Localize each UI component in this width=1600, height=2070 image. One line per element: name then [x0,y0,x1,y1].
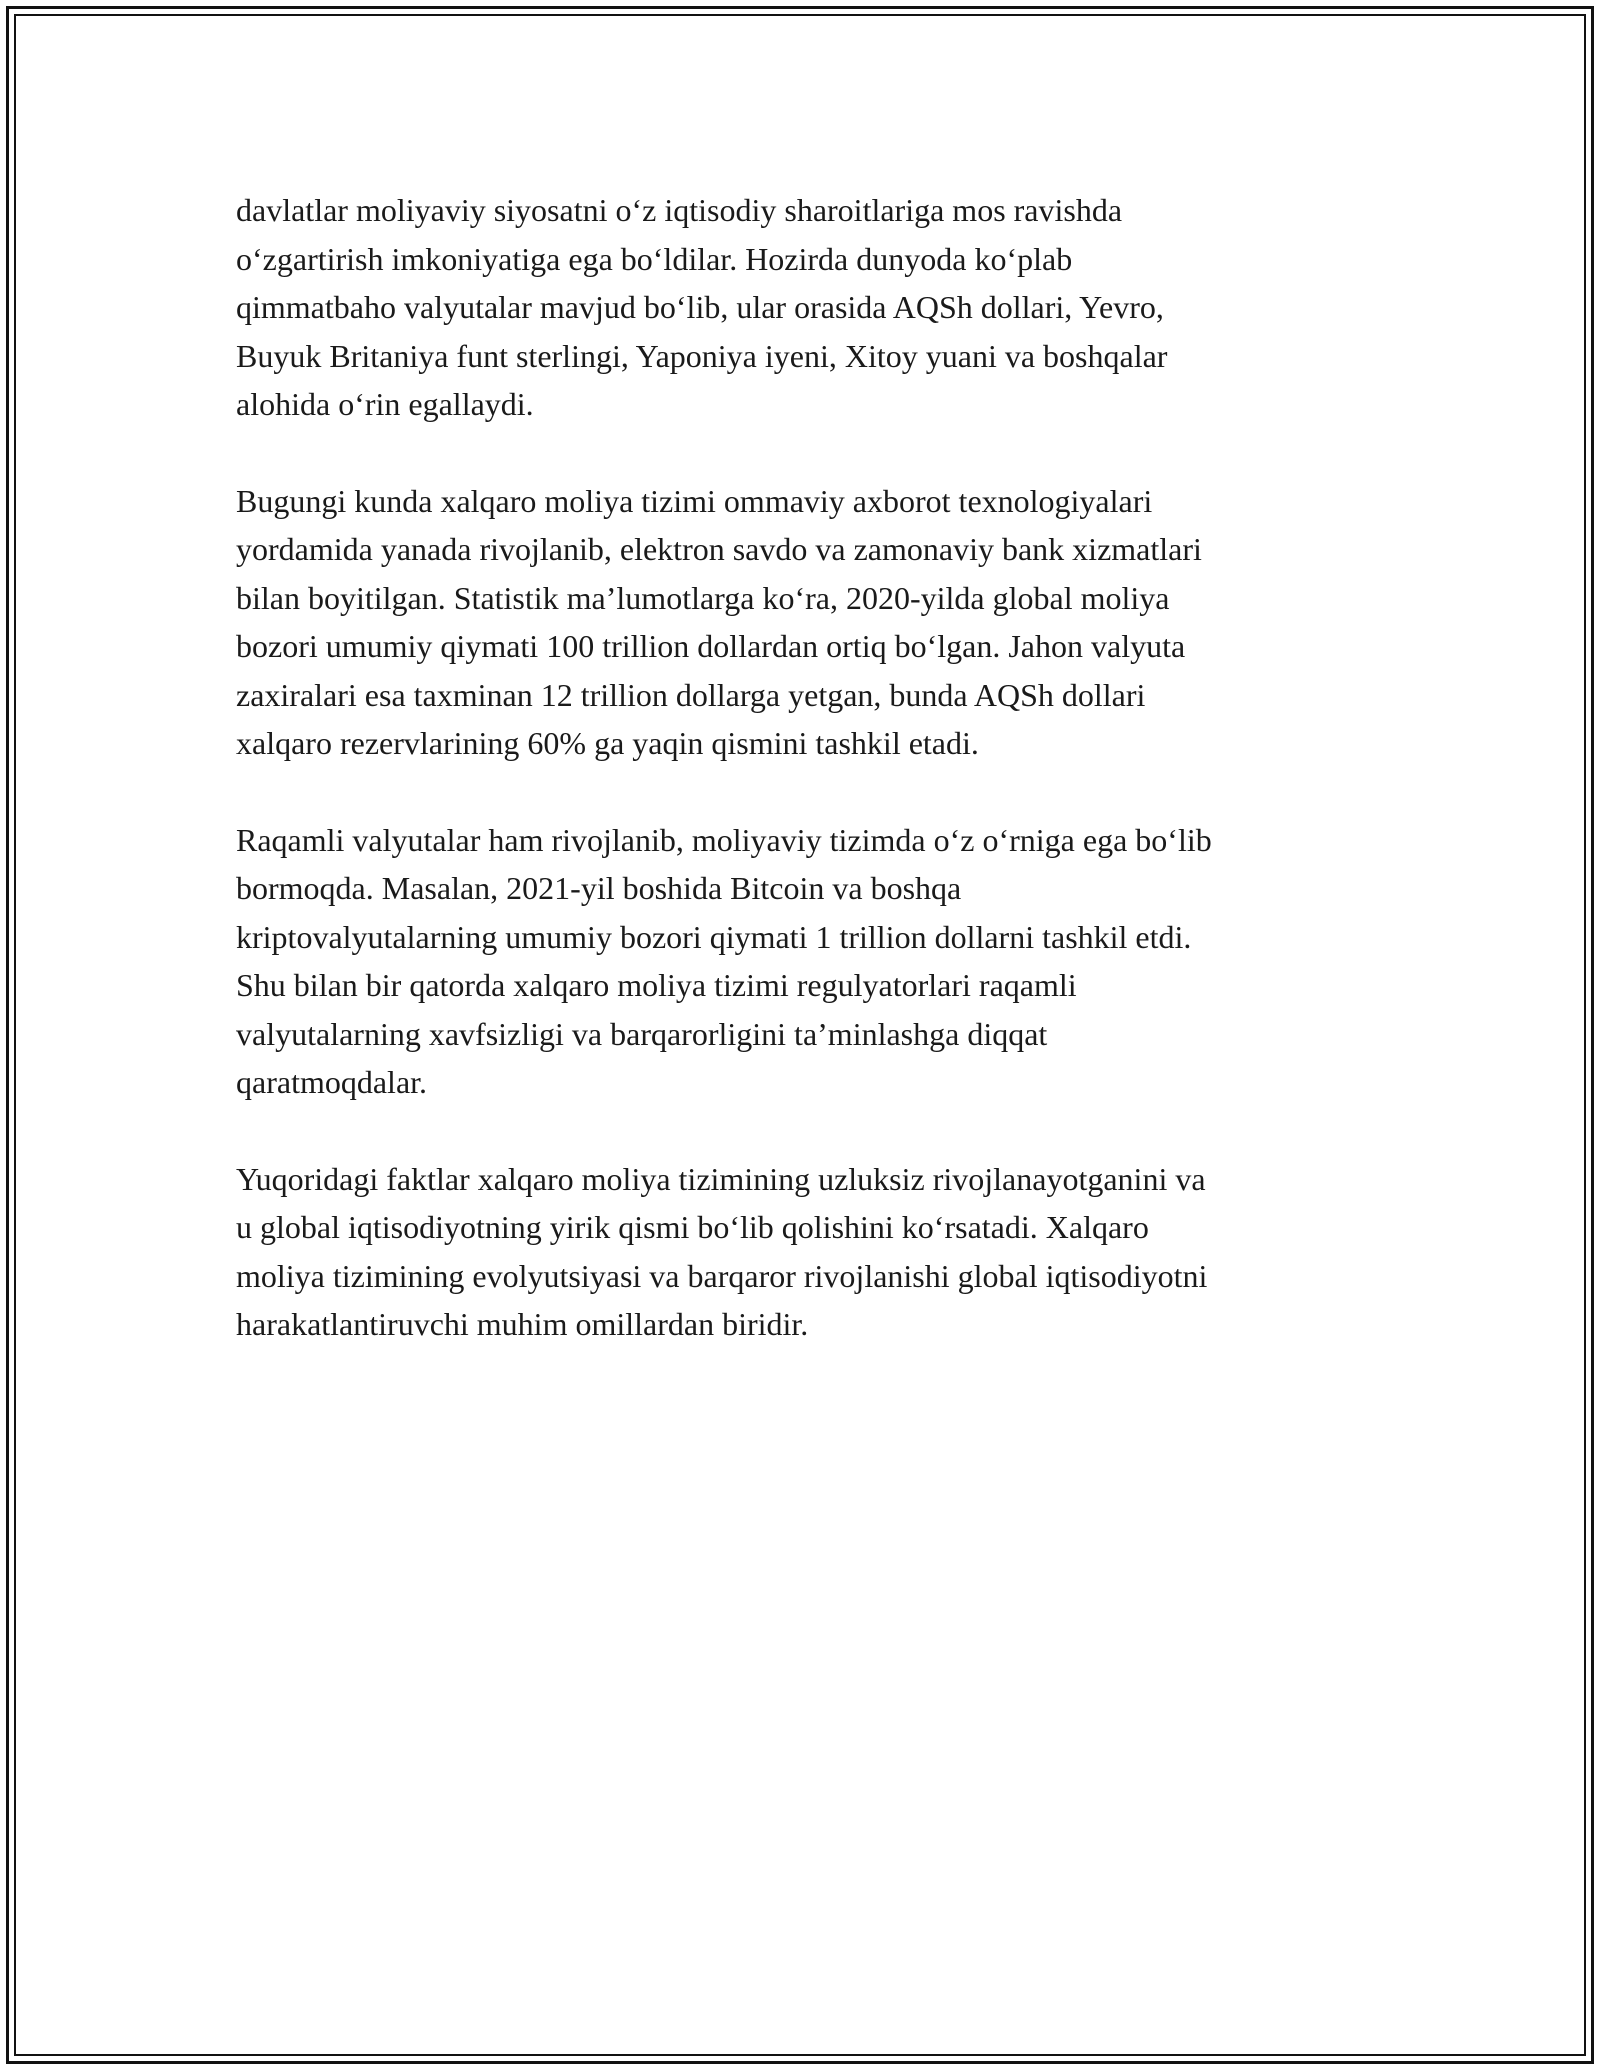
text-line: bilan boyitilgan. Statistik ma’lumotlarga ko‘ra, 2020-yilda global moliya [236,579,1170,616]
text-line: harakatlantiruvchi muhim omillardan biridir. [236,1306,809,1342]
text-line: davlatlar moliyaviy siyosatni o‘z iqtisodiy sharoitlariga mos ravishda [236,192,1123,228]
text-line: zaxiralari esa taxminan 12 trillion dollarga yetgan, bunda AQSh dollari [236,676,1146,713]
text-line: Buyuk Britaniya funt sterlingi, Yaponiya iyeni, Xitoy yuani va boshqalar [236,337,1168,374]
text-line: Raqamli valyutalar ham rivojlanib, moliyaviy tizimda o‘z o‘rniga ega bo‘lib [236,821,1212,858]
text-line: valyutalarning xavfsizligi va barqarorligini ta’minlashga diqqat [236,1015,1048,1052]
paragraph-4 [236,1155,1366,1349]
text-line: alohida o‘rin egallaydi. [236,386,534,422]
text-line: bormoqda. Masalan, 2021-yil boshida Bitcoin va boshqa [236,870,962,906]
text-line: bozori umumiy qiymati 100 trillion dollardan ortiq bo‘lgan. Jahon valyuta [236,628,1186,664]
text-line: yordamida yanada rivojlanib, elektron savdo va zamonaviy bank xizmatlari [236,531,1202,567]
paragraph-1 [236,186,1366,429]
text-line: u global iqtisodiyotning yirik qismi bo‘lib qolishini ko‘rsatadi. Xalqaro [236,1209,1149,1245]
text-line: qimmatbaho valyutalar mavjud bo‘lib, ular orasida AQSh dollari, Yevro, [236,289,1164,325]
text-line: Yuqoridagi faktlar xalqaro moliya tizimining uzluksiz rivojlanayotganini va [236,1160,1206,1197]
text-line: kriptovalyutalarning umumiy bozori qiymati 1 trillion dollarni tashkil etdi. [236,918,1192,955]
text-line: qaratmoqdalar. [236,1064,428,1100]
text-line: moliya tizimining evolyutsiyasi va barqaror rivojlanishi global iqtisodiyotni [236,1257,1208,1294]
paragraph-3 [236,816,1366,1107]
document-body [236,186,1366,1397]
text-line: Shu bilan bir qatorda xalqaro moliya tizimi regulyatorlari raqamli [236,967,1077,1003]
text-line: o‘zgartirish imkoniyatiga ega bo‘ldilar. Hozirda dunyoda ko‘plab [236,240,1073,277]
text-line: Bugungi kunda xalqaro moliya tizimi ommaviy axborot texnologiyalari [236,482,1153,519]
text-line: xalqaro rezervlarining 60% ga yaqin qismini tashkil etadi. [236,725,979,761]
paragraph-2 [236,477,1366,768]
